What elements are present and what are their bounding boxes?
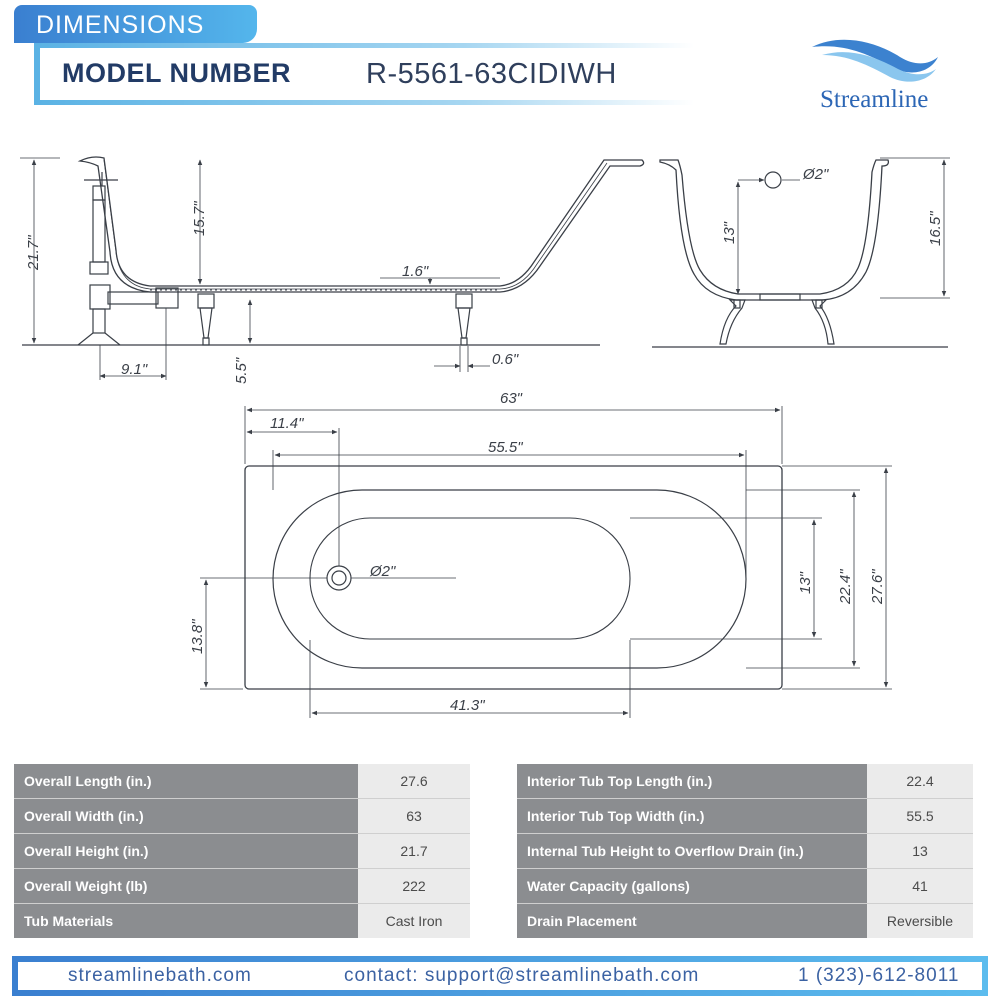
dim-interior-top-width: 22.4" bbox=[837, 569, 854, 604]
table-row bbox=[14, 904, 470, 939]
brand-wordmark: Streamline bbox=[820, 86, 929, 113]
interior-top bbox=[273, 490, 746, 668]
spec-label: Overall Height (in.) bbox=[14, 834, 358, 869]
spec-label: Overall Weight (lb) bbox=[14, 869, 358, 904]
dim-overflow-diameter: Ø2" bbox=[803, 166, 829, 183]
model-number-label: MODEL NUMBER bbox=[62, 58, 292, 88]
spec-label: Overall Length (in.) bbox=[14, 764, 358, 799]
spec-label: Internal Tub Height to Overflow Drain (in.) bbox=[517, 834, 867, 869]
dim-interior-top-length: 55.5" bbox=[488, 439, 523, 456]
spec-label: Water Capacity (gallons) bbox=[517, 869, 867, 904]
dim-bottom-thickness: 1.6" bbox=[402, 263, 429, 280]
dim-bottom-length: 41.3" bbox=[450, 697, 485, 714]
spec-value: 63 bbox=[358, 799, 470, 834]
dim-overall-width: 27.6" bbox=[869, 569, 886, 604]
dim-rim-offset: 11.4" bbox=[270, 415, 304, 432]
top-view bbox=[200, 406, 892, 718]
contact-footer bbox=[12, 956, 988, 996]
table-row bbox=[14, 764, 470, 799]
dim-overflow-height: 13" bbox=[721, 221, 738, 244]
table-row bbox=[517, 764, 973, 799]
table-row bbox=[517, 834, 973, 869]
side-feet bbox=[198, 294, 472, 345]
spec-value: 222 bbox=[358, 869, 470, 904]
table-row bbox=[517, 904, 973, 939]
spec-value: 13 bbox=[867, 834, 973, 869]
specs-table-right bbox=[517, 764, 973, 938]
table-row bbox=[14, 869, 470, 904]
table-row bbox=[14, 799, 470, 834]
dim-overall-height: 21.7" bbox=[25, 235, 42, 270]
end-view bbox=[652, 158, 950, 347]
footer-inner bbox=[18, 962, 982, 990]
interior-bottom bbox=[310, 518, 630, 639]
phone-number[interactable]: 1 (323)-612-8011 bbox=[798, 965, 960, 986]
spec-label: Drain Placement bbox=[517, 904, 867, 939]
website-link[interactable]: streamlinebath.com bbox=[68, 965, 252, 986]
dim-foot-height: 5.5" bbox=[233, 357, 250, 384]
spec-label: Overall Width (in.) bbox=[14, 799, 358, 834]
dimensions-tab-label: DIMENSIONS bbox=[36, 11, 205, 39]
dim-drain-diameter: Ø2" bbox=[370, 563, 396, 580]
side-view bbox=[20, 157, 644, 380]
model-number-value: R-5561-63CIDIWH bbox=[366, 58, 617, 90]
spec-label: Interior Tub Top Length (in.) bbox=[517, 764, 867, 799]
dim-drain-center: 13.8" bbox=[189, 619, 206, 654]
spec-value: 55.5 bbox=[867, 799, 973, 834]
spec-label: Tub Materials bbox=[14, 904, 358, 939]
support-email-link[interactable]: contact: support@streamlinebath.com bbox=[344, 965, 700, 986]
table-row bbox=[517, 869, 973, 904]
specs-table-left bbox=[14, 764, 470, 938]
dim-drain-to-wall: 9.1" bbox=[121, 361, 148, 378]
dim-foot-width: 0.6" bbox=[492, 351, 519, 368]
spec-label: Interior Tub Top Width (in.) bbox=[517, 799, 867, 834]
table-row bbox=[14, 834, 470, 869]
spec-value: Cast Iron bbox=[358, 904, 470, 939]
table-row bbox=[517, 799, 973, 834]
spec-value: Reversible bbox=[867, 904, 973, 939]
dim-interior-depth: 15.7" bbox=[191, 201, 208, 236]
spec-value: 27.6 bbox=[358, 764, 470, 799]
drain-assembly bbox=[78, 172, 178, 345]
spec-value: 22.4 bbox=[867, 764, 973, 799]
dim-overall-length: 63" bbox=[500, 390, 523, 407]
dim-end-height: 16.5" bbox=[927, 211, 944, 246]
dim-bottom-width: 13" bbox=[797, 571, 814, 594]
spec-value: 41 bbox=[867, 869, 973, 904]
spec-value: 21.7 bbox=[358, 834, 470, 869]
